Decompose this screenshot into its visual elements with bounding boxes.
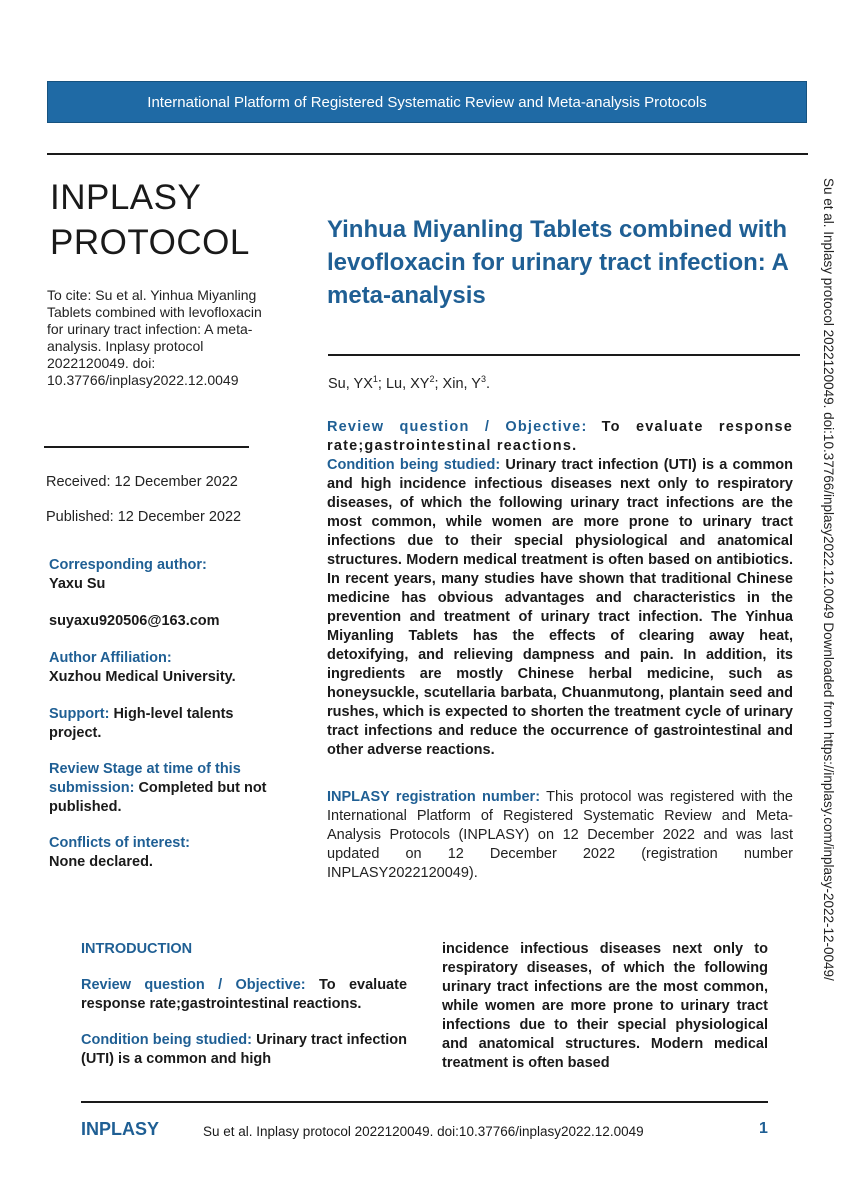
- abstract-condition: [327, 456, 793, 760]
- author-list-end: .: [486, 375, 491, 392]
- sidebar-divider: [44, 446, 249, 448]
- citation-text: To cite: Su et al. Yinhua Miyanling Tablets combined with levofloxacin for urinary tract infection: A meta-analysis. Inplasy protocol 2022120049. doi: 10.37766/inplasy2022.12.0049: [47, 287, 262, 388]
- footer-divider: [81, 1101, 768, 1103]
- review-stage-label: Review Stage at time of this submission:: [49, 761, 241, 796]
- intro-heading: INTRODUCTION: [81, 941, 193, 957]
- intro-condition-text: Urinary tract infection (UTI) is a common and high: [81, 1032, 407, 1067]
- footer-citation: Su et al. Inplasy protocol 2022120049. doi:10.37766/inplasy2022.12.0049: [203, 1124, 644, 1139]
- header-divider: [47, 153, 808, 155]
- support-info: [49, 705, 269, 743]
- support-label: Support:: [49, 706, 110, 722]
- affiliation-value: Xuzhou Medical University.: [49, 669, 236, 685]
- condition-label: Condition being studied:: [327, 457, 501, 473]
- intro-column-1: [81, 940, 407, 1069]
- intro-column-2: incidence infectious diseases next only to respiratory diseases, of which the following urinary tract infections are the most common, while women are more prone to urinary tract infections due to their special physiological and anatomical structures. Modern medical treatment is often based: [442, 941, 768, 1071]
- page-number: 1: [759, 1120, 768, 1137]
- rq-label: Review question / Objective:: [327, 419, 588, 435]
- intro-condition-label: Condition being studied:: [81, 1032, 252, 1048]
- author-list: [328, 374, 490, 392]
- abstract-review-question: [327, 418, 793, 456]
- affiliation-label: Author Affiliation:: [49, 650, 172, 666]
- side-download-text: Su et al. Inplasy protocol 2022120049. doi:10.37766/inplasy2022.12.0049 Downloaded from https://inplasy.com/inplasy-2022-12-0049/: [821, 178, 836, 981]
- intro-rq-label: Review question / Objective:: [81, 977, 306, 993]
- published-date: Published: 12 December 2022: [46, 509, 242, 525]
- platform-banner: International Platform of Registered Systematic Review and Meta-analysis Protocols: [47, 81, 807, 123]
- title-divider: [328, 354, 800, 356]
- intro-review-question: [81, 976, 407, 1014]
- conflicts-value: None declared.: [49, 854, 153, 870]
- received-date: Received: 12 December 2022: [46, 474, 238, 490]
- corresponding-author-email[interactable]: suyaxu920506@163.com: [49, 613, 220, 629]
- intro-condition: [81, 1031, 407, 1069]
- review-stage: [49, 760, 269, 817]
- corresponding-author-name: Yaxu Su: [49, 576, 106, 592]
- intro-rq-text: To evaluate response rate;gastrointestinal reactions.: [81, 977, 408, 1012]
- abstract-registration: [327, 788, 793, 883]
- conflicts-label: Conflicts of interest:: [49, 835, 190, 851]
- author-1-affil: 1: [372, 374, 378, 384]
- footer-brand: INPLASY: [81, 1119, 160, 1139]
- rq-text: To evaluate response rate;gastrointestinal reactions.: [327, 419, 793, 454]
- support-value: High-level talents project.: [49, 706, 234, 741]
- author-2: ; Lu, XY: [377, 375, 430, 392]
- author-1: Su, YX: [328, 375, 373, 392]
- conflicts: [49, 834, 269, 872]
- corresponding-author: [49, 556, 269, 631]
- side-watermark: [820, 178, 840, 1038]
- corresponding-author-label: Corresponding author:: [49, 557, 207, 573]
- author-3-affil: 3: [480, 374, 486, 384]
- review-stage-value: Completed but not published.: [49, 780, 267, 815]
- author-3: ; Xin, Y: [434, 375, 481, 392]
- registration-label: INPLASY registration number:: [327, 789, 541, 805]
- protocol-heading: PROTOCOL: [50, 223, 250, 262]
- article-title: Yinhua Miyanling Tablets combined with levofloxacin for urinary tract infection: A meta-analysis: [327, 216, 788, 309]
- registration-text: This protocol was registered with the International Platform of Registered Systematic Review and Meta-Analysis Protocols (INPLASY) on 12 December 2022 and was last updated on 12 December 2022 (registration number INPLASY2022120049).: [327, 789, 793, 881]
- author-affiliation: [49, 649, 269, 687]
- author-2-affil: 2: [429, 374, 435, 384]
- condition-text: Urinary tract infection (UTI) is a common and high incidence infectious diseases next only to respiratory diseases, of which the following urinary tract infections are the most common, while women are more prone to urinary tract infections due to their special physiological and anatomical structures. Modern medical treatment is often based on antibiotics. In recent years, many studies have shown that traditional Chinese medicine has obvious advantages and characteristics in the prevention and treatment of urinary tract infection. The Yinhua Miyanling Tablets has the effects of clearing away heat, detoxifying, and relieving dampness and pain. In addition, its ingredients are mostly Chinese herbal medicine, such as honeysuckle, scutellaria barbata, Chuanmutong, plantain seed and rushes, which is expected to shorten the treatment cycle of urinary tract infections and reduce the occurrence of gastrointestinal and other adverse reactions.: [327, 457, 793, 758]
- inplasy-heading: INPLASY: [50, 178, 202, 217]
